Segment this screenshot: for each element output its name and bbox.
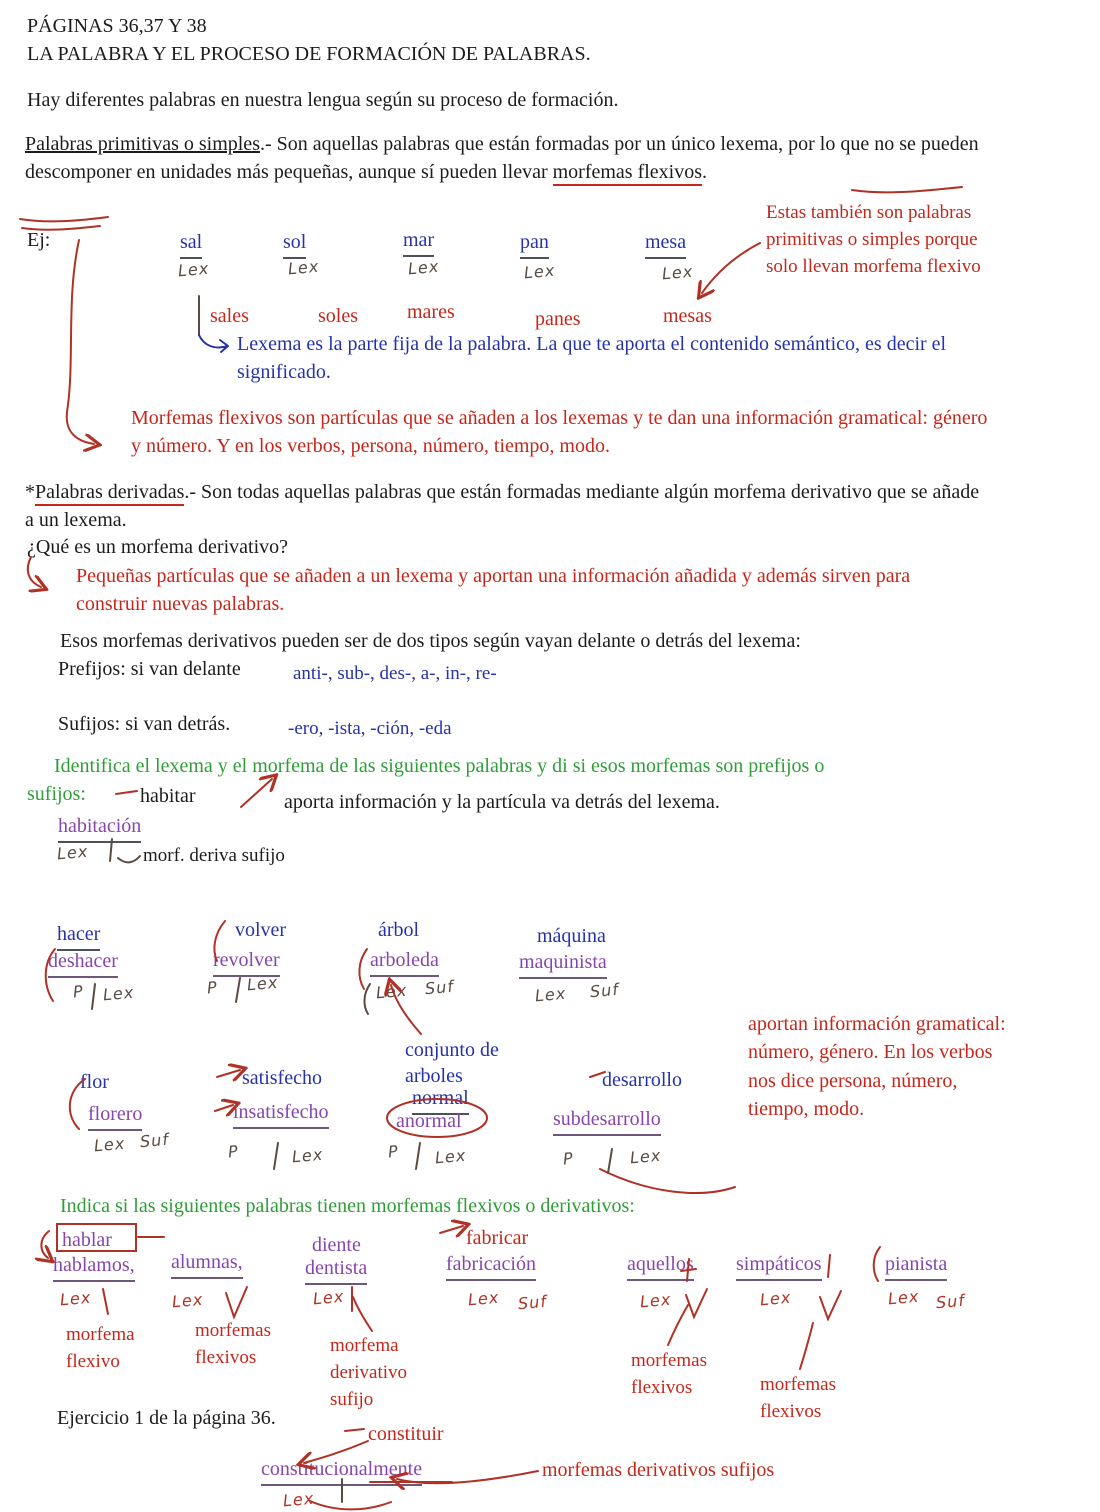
p-mark-insatisfecho: P xyxy=(227,1141,240,1162)
habitacion-curve xyxy=(118,856,140,862)
lex-mark-dentista: Lex xyxy=(312,1286,346,1309)
ej-label: Ej: xyxy=(27,229,51,251)
simpaticos-bar xyxy=(828,1255,830,1277)
pair-derived-arboleda: arboleda xyxy=(370,946,439,977)
suf-mark-maquinista: Suf xyxy=(589,979,620,1002)
aquellos-check xyxy=(686,1289,707,1317)
label-connector-dentista xyxy=(353,1297,372,1331)
lexema-note: Lexema es la parte fija de la palabra. La que te aporta el contenido semántico, es decir el significado. xyxy=(237,333,947,384)
derivadas-lead: Palabras derivadas xyxy=(35,481,184,506)
lex-mark-final: Lex xyxy=(282,1488,316,1511)
answer-arrow xyxy=(28,557,41,587)
derivadas-star: * xyxy=(25,481,35,503)
flexive-word-mesas: mesas xyxy=(663,305,712,327)
subdesarrollo-sweep xyxy=(600,1169,735,1193)
pair8-bar xyxy=(608,1149,612,1173)
lex-mark-maquinista: Lex xyxy=(534,983,568,1006)
suf-mark-arboleda: Suf xyxy=(424,976,455,999)
pair-base-hacer: hacer xyxy=(57,920,100,951)
primitive-word-mar: mar xyxy=(403,226,434,257)
p-mark-revolver: P xyxy=(206,977,219,998)
constituir-word: constituir xyxy=(368,1423,444,1445)
pianista-paren xyxy=(874,1247,880,1281)
derivadas-paragraph xyxy=(25,478,990,535)
pair7-bar xyxy=(416,1143,420,1169)
underline-morfemas-stroke xyxy=(852,187,962,192)
p-mark-anormal: P xyxy=(387,1141,400,1162)
word-pianista: pianista xyxy=(885,1250,947,1281)
pair-derived-florero: florero xyxy=(88,1100,142,1131)
side-note-arrow xyxy=(702,243,760,293)
suf-mark-pianista: Suf xyxy=(935,1290,966,1313)
insatisfecho-arrow xyxy=(215,1105,233,1111)
pair-base-volver: volver xyxy=(235,919,287,941)
pair-base-normal: normal xyxy=(412,1084,469,1115)
page-title-line2: LA PALABRA Y EL PROCESO DE FORMACIÓN DE PALABRAS. xyxy=(27,43,591,65)
lex-mark-sol: Lex xyxy=(287,256,321,279)
lex-mark-pianista: Lex xyxy=(887,1286,921,1309)
primitivas-tail: . xyxy=(702,161,708,184)
suf-mark-florero: Suf xyxy=(139,1129,170,1152)
label-connector-simpaticos xyxy=(800,1323,813,1369)
underline-flexivos-stroke-1 xyxy=(20,217,108,221)
primitivas-paragraph xyxy=(25,130,993,187)
flexive-word-panes: panes xyxy=(535,308,581,330)
hablamos-bar xyxy=(103,1289,108,1314)
ejercicio-note: Ejercicio 1 de la página 36. xyxy=(57,1407,276,1429)
conjunto-note-line1: conjunto de xyxy=(405,1039,499,1061)
word-fabricacion: fabricación xyxy=(446,1250,536,1281)
morfemas-flexivos-note: Morfemas flexivos son partículas que se añaden a los lexemas y te dan una información gramatical: género y número. Y en los verbos, persona, número, tiempo, modo. xyxy=(131,407,988,458)
lex-mark-habitacion: Lex xyxy=(56,841,90,864)
lex-mark-aquellos: Lex xyxy=(639,1289,673,1312)
pair-derived-insatisfecho: insatisfecho xyxy=(233,1098,329,1129)
habitacion-word: habitación xyxy=(58,812,141,843)
primitivas-highlight: morfemas flexivos xyxy=(553,161,702,186)
lex-mark-florero: Lex xyxy=(93,1133,127,1156)
label-dentista: morfema derivativo sufijo xyxy=(330,1335,408,1410)
pair-derived-anormal: anormal xyxy=(396,1110,462,1132)
intro-text: Hay diferentes palabras en nuestra lengua según su proceso de formación. xyxy=(27,89,619,111)
lex-mark-hablamos: Lex xyxy=(59,1287,93,1310)
task1-prompt-line1: Identifica el lexema y el morfema de las siguientes palabras y di si esos morfemas son prefijos o xyxy=(54,755,825,777)
primitivas-side-note: Estas también son palabras primitivas o simples porque solo llevan morfema flexivo xyxy=(766,202,981,277)
lex-mark-deshacer: Lex xyxy=(102,982,136,1005)
derivativo-question: ¿Qué es un morfema derivativo? xyxy=(27,536,289,558)
flexive-word-sales: sales xyxy=(210,305,249,327)
lex-mark-subdesarrollo: Lex xyxy=(629,1145,663,1168)
morf-deriva-note: morf. deriva sufijo xyxy=(143,845,285,866)
simpaticos-check xyxy=(820,1291,841,1319)
lex-mark-anormal: Lex xyxy=(434,1145,468,1168)
lex-mark-mesa: Lex xyxy=(661,261,695,284)
pair-base-satisfecho: satisfecho xyxy=(242,1067,322,1089)
pair2-bar xyxy=(236,978,240,1002)
primitive-word-sal: sal xyxy=(180,228,202,259)
pair-derived-subdesarrollo: subdesarrollo xyxy=(553,1105,661,1136)
lex-mark-simpaticos: Lex xyxy=(759,1287,793,1310)
left-bracket-stroke xyxy=(67,240,94,444)
prefijos-examples: anti-, sub-, des-, a-, in-, re- xyxy=(293,663,497,684)
lex-mark-pan: Lex xyxy=(523,260,557,283)
pair3-inner-paren xyxy=(364,984,370,1014)
label-connector-aquellos xyxy=(668,1305,688,1345)
prefijos-label: Prefijos: si van delante xyxy=(58,658,241,680)
lexema-note-arrow xyxy=(199,335,228,352)
lex-mark-revolver: Lex xyxy=(246,972,280,995)
pair-base-maquina: máquina xyxy=(537,925,606,947)
flexive-word-mares: mares xyxy=(407,301,455,323)
hablar-hook xyxy=(41,1231,49,1258)
primitivas-body: .- Son aquellas palabras que están formadas por un único lexema, por lo que no se pueden descomponer en unidades más pequeñas, aunque sí pueden llevar xyxy=(25,133,979,184)
label-aquellos: morfemas flexivos xyxy=(631,1350,707,1398)
aporta-arrow xyxy=(241,779,272,807)
page-title-line1: PÁGINAS 36,37 Y 38 xyxy=(27,15,207,37)
primitivas-lead: Palabras primitivas o simples xyxy=(25,133,260,155)
word-hablamos: hablamos, xyxy=(53,1251,135,1282)
word-simpaticos: simpáticos xyxy=(736,1250,822,1281)
word-dentista: dentista xyxy=(305,1254,367,1285)
pair-base-arbol: árbol xyxy=(378,919,420,941)
aporta-note: aporta información y la partícula va detrás del lexema. xyxy=(284,791,720,813)
gramatical-side-note: aportan información gramatical: número, género. En los verbos nos dice persona, número, tiempo, modo. xyxy=(748,1013,1006,1121)
sufijos-label: Sufijos: si van detrás. xyxy=(58,713,231,735)
p-mark-deshacer: P xyxy=(72,981,85,1002)
word-hablar: hablar xyxy=(62,1229,112,1251)
word-alumnas: alumnas, xyxy=(171,1248,243,1279)
satisfecho-arrow xyxy=(217,1070,240,1077)
pair-derived-deshacer: deshacer xyxy=(48,947,118,978)
lex-mark-mar: Lex xyxy=(407,256,441,279)
sufijos-examples: -ero, -ista, -ción, -eda xyxy=(288,718,452,739)
lex-mark-alumnas: Lex xyxy=(171,1289,205,1312)
tipos-note: Esos morfemas derivativos pueden ser de dos tipos según vayan delante o detrás del lexema: xyxy=(60,630,801,652)
task1-prompt-line2: sufijos: xyxy=(27,783,86,805)
suf-mark-fabricacion: Suf xyxy=(517,1291,548,1314)
primitive-word-pan: pan xyxy=(520,228,549,259)
sufijos-note-final: morfemas derivativos sufijos xyxy=(542,1459,775,1481)
constituir-dash xyxy=(345,1429,364,1431)
lex-mark-arboleda: Lex xyxy=(375,980,409,1003)
habitar-word: habitar xyxy=(140,785,196,807)
lex-mark-insatisfecho: Lex xyxy=(291,1144,325,1167)
pair-base-flor: flor xyxy=(80,1071,109,1093)
word-aquellos: aquellos xyxy=(627,1250,694,1281)
primitive-word-sol: sol xyxy=(283,228,306,259)
pair-derived-revolver: revolver xyxy=(213,946,280,977)
pair-derived-maquinista: maquinista xyxy=(519,948,607,979)
arboleda-paren xyxy=(359,949,367,989)
alumnas-check xyxy=(226,1287,247,1317)
habitar-dash xyxy=(116,791,137,794)
task2-prompt: Indica si las siguientes palabras tienen morfemas flexivos o derivativos: xyxy=(60,1195,635,1217)
lex-mark-fabricacion: Lex xyxy=(467,1287,501,1310)
pair-base-desarrollo: desarrollo xyxy=(602,1069,682,1091)
label-alumnas: morfemas flexivos xyxy=(195,1320,271,1368)
lex-mark-sal: Lex xyxy=(177,258,211,281)
constitucionalmente-word: constitucionalmente xyxy=(261,1455,422,1486)
p-mark-subdesarrollo: P xyxy=(562,1148,575,1169)
primitive-word-mesa: mesa xyxy=(645,228,686,259)
word-fabricar: fabricar xyxy=(466,1227,529,1249)
flexive-word-soles: soles xyxy=(318,305,358,327)
derivativo-answer: Pequeñas partículas que se añaden a un lexema y aportan una información añadida y además sirven para construir nuevas palabras. xyxy=(76,565,911,616)
label-hablamos: morfema flexivo xyxy=(66,1324,135,1372)
label-simpaticos: morfemas flexivos xyxy=(760,1374,836,1422)
pair6-bar xyxy=(274,1143,278,1169)
constitucionalmente-bottom-curve xyxy=(310,1501,391,1509)
conjunto-note-line2: arboles xyxy=(405,1065,463,1087)
fabricar-arrow xyxy=(440,1226,463,1233)
pair1-bar xyxy=(92,984,95,1009)
word-diente: diente xyxy=(312,1234,361,1256)
derivadas-body: .- Son todas aquellas palabras que están formadas mediante algún morfema derivativo que se añade a un lexema. xyxy=(25,481,980,532)
